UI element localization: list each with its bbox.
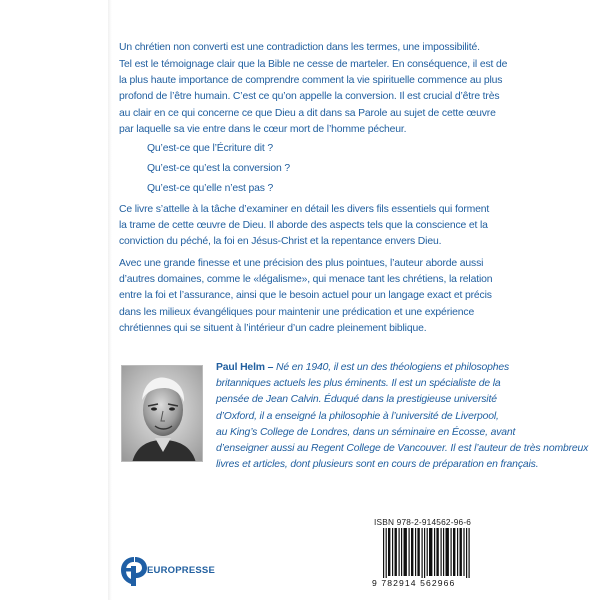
author-biography <box>216 360 589 473</box>
bio-line: d’enseigner aussi au Regent College de Vancouver. Il est l’auteur de très nombreux <box>216 443 589 455</box>
book-task-line: conviction du péché, la foi en Jésus-Christ et la repentance envers Dieu. <box>119 236 442 248</box>
testimony-line: Tel est le témoignage clair que la Bible ne cesse de marteler. En conséquence, il est de <box>119 59 508 70</box>
intro-line: Un chrétien non converti est une contradiction dans les termes, une impossibilité. <box>119 42 480 53</box>
testimony-line: par laquelle sa vie entre dans le cœur mort de l’homme pécheur. <box>119 123 407 135</box>
approach-line: entre la foi et l’assurance, ainsi que le besoin actuel pour un langage exact et précis <box>119 290 492 302</box>
testimony-line: au clair en ce qui concerne ce que Dieu a dit dans sa Parole au sujet de cette œuvre <box>119 107 496 119</box>
bio-line: pensée de Jean Calvin. Éduqué dans la prestigieuse université <box>216 394 497 406</box>
publisher-name: EUROPRESSE <box>147 565 215 576</box>
approach-line: d’autres domaines, comme le «légalisme», qui menace tant les chrétiens, la relation <box>119 274 493 286</box>
bio-line: au King’s College de Londres, dans un séminaire en Écosse, avant <box>216 426 516 438</box>
intro-paragraph <box>119 40 480 56</box>
bio-line: Né en 1940, il est un des théologiens et philosophes <box>273 362 510 373</box>
testimony-line: profond de l’être humain. C’est ce qu’on appelle la conversion. Il est crucial d’être très <box>119 91 500 103</box>
testimony-paragraph <box>119 57 508 138</box>
author-approach-paragraph <box>119 256 493 337</box>
question-1: Qu’est-ce que l’Écriture dit ? <box>147 143 274 154</box>
book-task-line: Ce livre s’attelle à la tâche d’examiner en détail les divers fils essentiels qui forment <box>119 204 490 215</box>
bio-line: britanniques actuels les plus éminents. Il est un spécialiste de la <box>216 378 501 390</box>
approach-line: Avec une grande finesse et une précision des plus pointues, l’auteur aborde aussi <box>119 258 484 269</box>
testimony-line: la plus haute importance de comprendre comment la vie spirituelle commence au plus <box>119 75 503 87</box>
bio-line: livres et articles, dont plusieurs sont en cours de préparation en français. <box>216 459 539 471</box>
question-3: Qu’est-ce qu’elle n’est pas ? <box>147 183 274 194</box>
isbn-label: ISBN 978-2-914562-96-6 <box>374 517 472 527</box>
barcode-digits: 9 782914 562966 <box>372 578 482 588</box>
book-task-paragraph <box>119 202 490 251</box>
question-2: Qu’est-ce qu’est la conversion ? <box>147 163 291 174</box>
book-task-line: la trame de cette œuvre de Dieu. Il aborde des aspects tels que la conscience et la <box>119 220 488 232</box>
author-portrait-icon <box>121 365 203 462</box>
approach-line: chrétiennes qui se situent à l’intérieur d’un cadre pleinement biblique. <box>119 322 427 334</box>
author-name: Paul Helm – <box>216 362 274 373</box>
approach-line: dans les milieux évangéliques pour maintenir une prédication et une expérience <box>119 306 475 318</box>
bio-line: d’Oxford, il a enseigné la philosophie à l’université de Liverpool, <box>216 410 499 422</box>
